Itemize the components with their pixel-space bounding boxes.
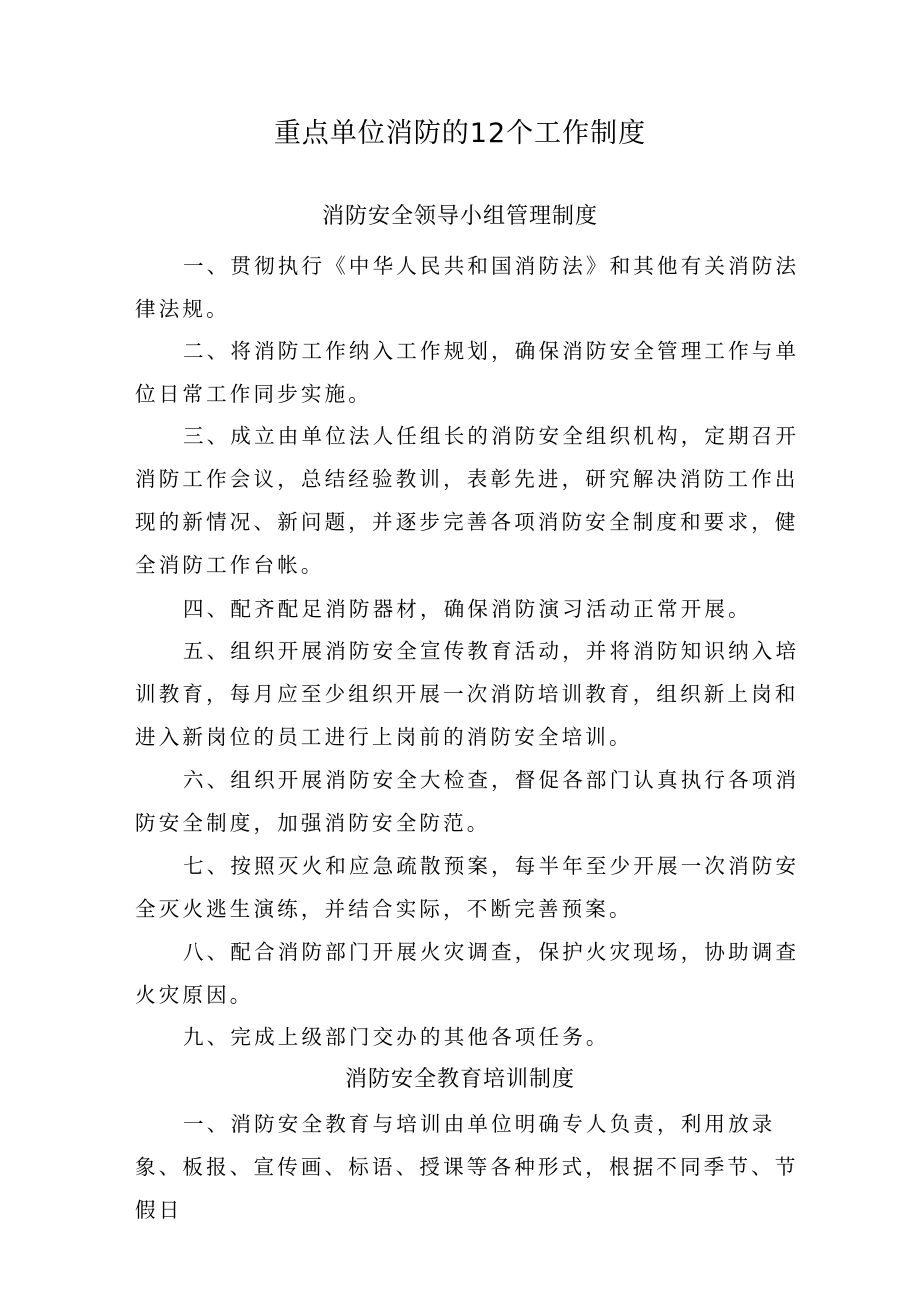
paragraph-leadership-6: 六、组织开展消防安全大检查，督促各部门认真执行各项消防安全制度，加强消防安全防范。	[135, 768, 800, 835]
paragraph-leadership-5: 五、组织开展消防安全宣传教育活动，并将消防知识纳入培训教育，每月应至少组织开展一次消防培训教育，组织新上岗和进入新岗位的员工进行上岗前的消防安全培训。	[135, 639, 800, 749]
paragraph-leadership-7: 七、按照灭火和应急疏散预案，每半年至少开展一次消防安全灭火逃生演练，并结合实际，不断完善预案。	[135, 854, 800, 921]
section-heading-training: 消防安全教育培训制度	[344, 1067, 575, 1092]
paragraph-leadership-1: 一、贯彻执行《中华人民共和国消防法》和其他有关消防法律法规。	[135, 254, 800, 321]
section-heading-leadership: 消防安全领导小组管理制度	[321, 204, 598, 229]
paragraph-leadership-8: 八、配合消防部门开展火灾调查，保护火灾现场，协助调查火灾原因。	[135, 940, 800, 1007]
paragraph-leadership-2: 二、将消防工作纳入工作规划，确保消防安全管理工作与单位日常工作同步实施。	[135, 339, 800, 406]
document-title: 重点单位消防的12个工作制度	[273, 118, 647, 149]
paragraph-leadership-3: 三、成立由单位法人任组长的消防安全组织机构，定期召开消防工作会议，总结经验教训，表彰先进，研究解决消防工作出现的新情况、新问题，并逐步完善各项消防安全制度和要求，健全消防工作台帐。	[135, 424, 800, 577]
paragraph-leadership-4: 四、配齐配足消防器材，确保消防演习活动正常开展。	[183, 597, 752, 621]
paragraph-training-1: 一、消防安全教育与培训由单位明确专人负责，利用放录象、板报、宣传画、标语、授课等各种形式，根据不同季节、节假日	[135, 1112, 799, 1222]
paragraph-leadership-9: 九、完成上级部门交办的其他各项任务。	[183, 1025, 610, 1049]
